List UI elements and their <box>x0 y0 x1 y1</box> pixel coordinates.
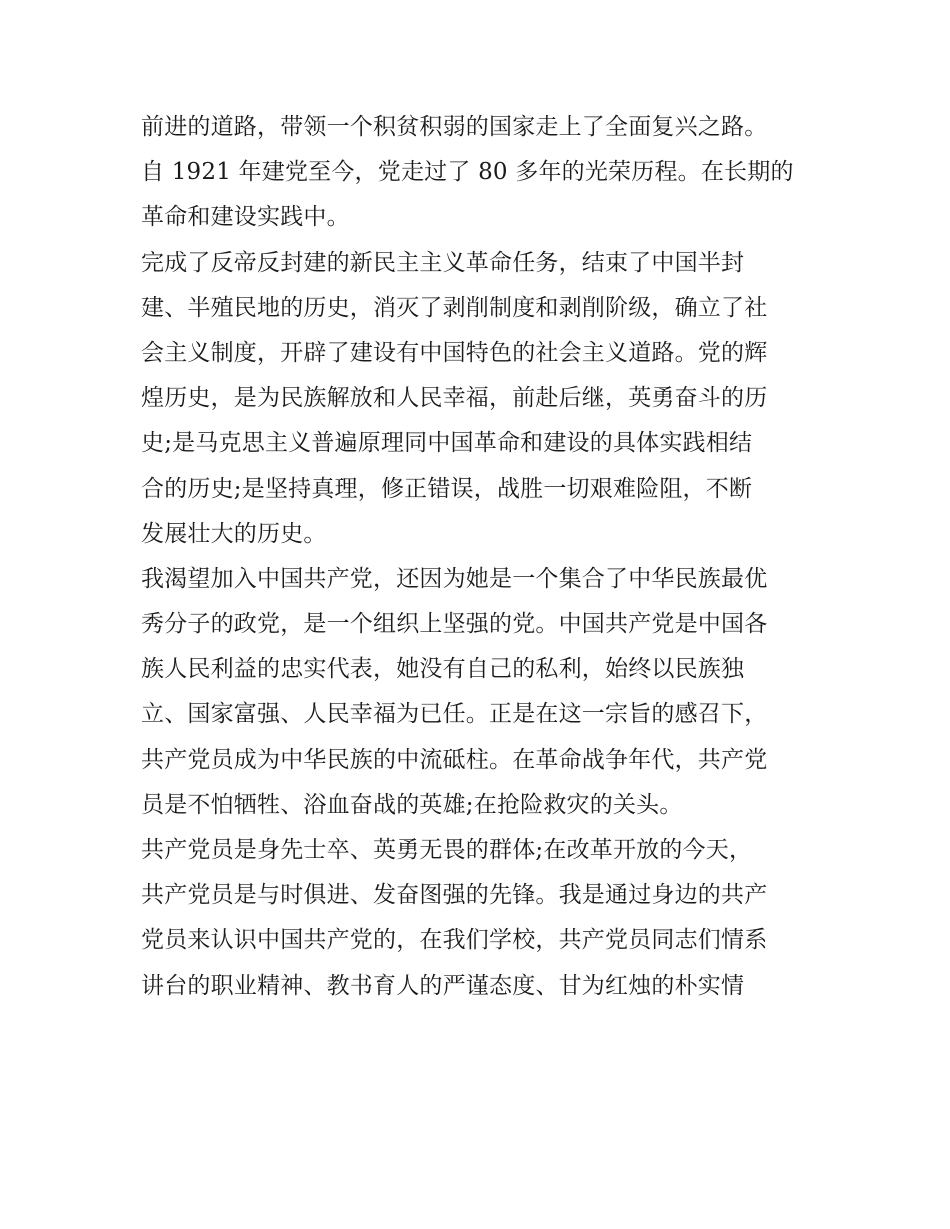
text-line: 发展壮大的历史。 <box>141 520 327 547</box>
text-line: 党员来认识中国共产党的，在我们学校，共产党员同志们情系 <box>141 927 768 954</box>
text-line: 建、半殖民地的历史，消灭了剥削制度和剥削阶级，确立了社 <box>141 294 768 321</box>
text-line: 立、国家富强、人民幸福为已任。正是在这一宗旨的感召下， <box>141 701 768 728</box>
text-line: 完成了反帝反封建的新民主主义革命任务，结束了中国半封 <box>141 249 745 276</box>
text-line: 合的历史;是坚持真理，修正错误，战胜一切艰难险阻，不断 <box>141 475 753 502</box>
text-line: 史;是马克思主义普遍原理同中国革命和建设的具体实践相结 <box>141 430 753 457</box>
text-line: 员是不怕牺牲、浴血奋战的英雄;在抢险救灾的关头。 <box>141 791 683 818</box>
text-line: 会主义制度，开辟了建设有中国特色的社会主义道路。党的辉 <box>141 339 768 366</box>
text-line: 秀分子的政党，是一个组织上坚强的党。中国共产党是中国各 <box>141 611 768 638</box>
text-line: 煌历史，是为民族解放和人民幸福，前赴后继，英勇奋斗的历 <box>141 385 768 412</box>
document-body <box>141 105 841 1009</box>
text-line: 前进的道路，带领一个积贫积弱的国家走上了全面复兴之路。 <box>141 114 768 140</box>
text-line: 我渴望加入中国共产党，还因为她是一个集合了中华民族最优 <box>141 565 768 592</box>
text-line: 共产党员是身先士卒、英勇无畏的群体;在改革开放的今天， <box>141 837 753 863</box>
text-line: 共产党员是与时俱进、发奋图强的先锋。我是通过身边的共产 <box>141 882 768 909</box>
text-line: 自 1921 年建党至今，党走过了 80 多年的光荣历程。在长期的 <box>141 159 794 186</box>
text-line: 讲台的职业精神、教书育人的严谨态度、甘为红烛的朴实情 <box>141 972 745 999</box>
text-line: 共产党员成为中华民族的中流砥柱。在革命战争年代，共产党 <box>141 746 768 773</box>
text-line: 族人民利益的忠实代表，她没有自己的私利，始终以民族独 <box>141 656 745 683</box>
text-line: 革命和建设实践中。 <box>141 204 350 231</box>
